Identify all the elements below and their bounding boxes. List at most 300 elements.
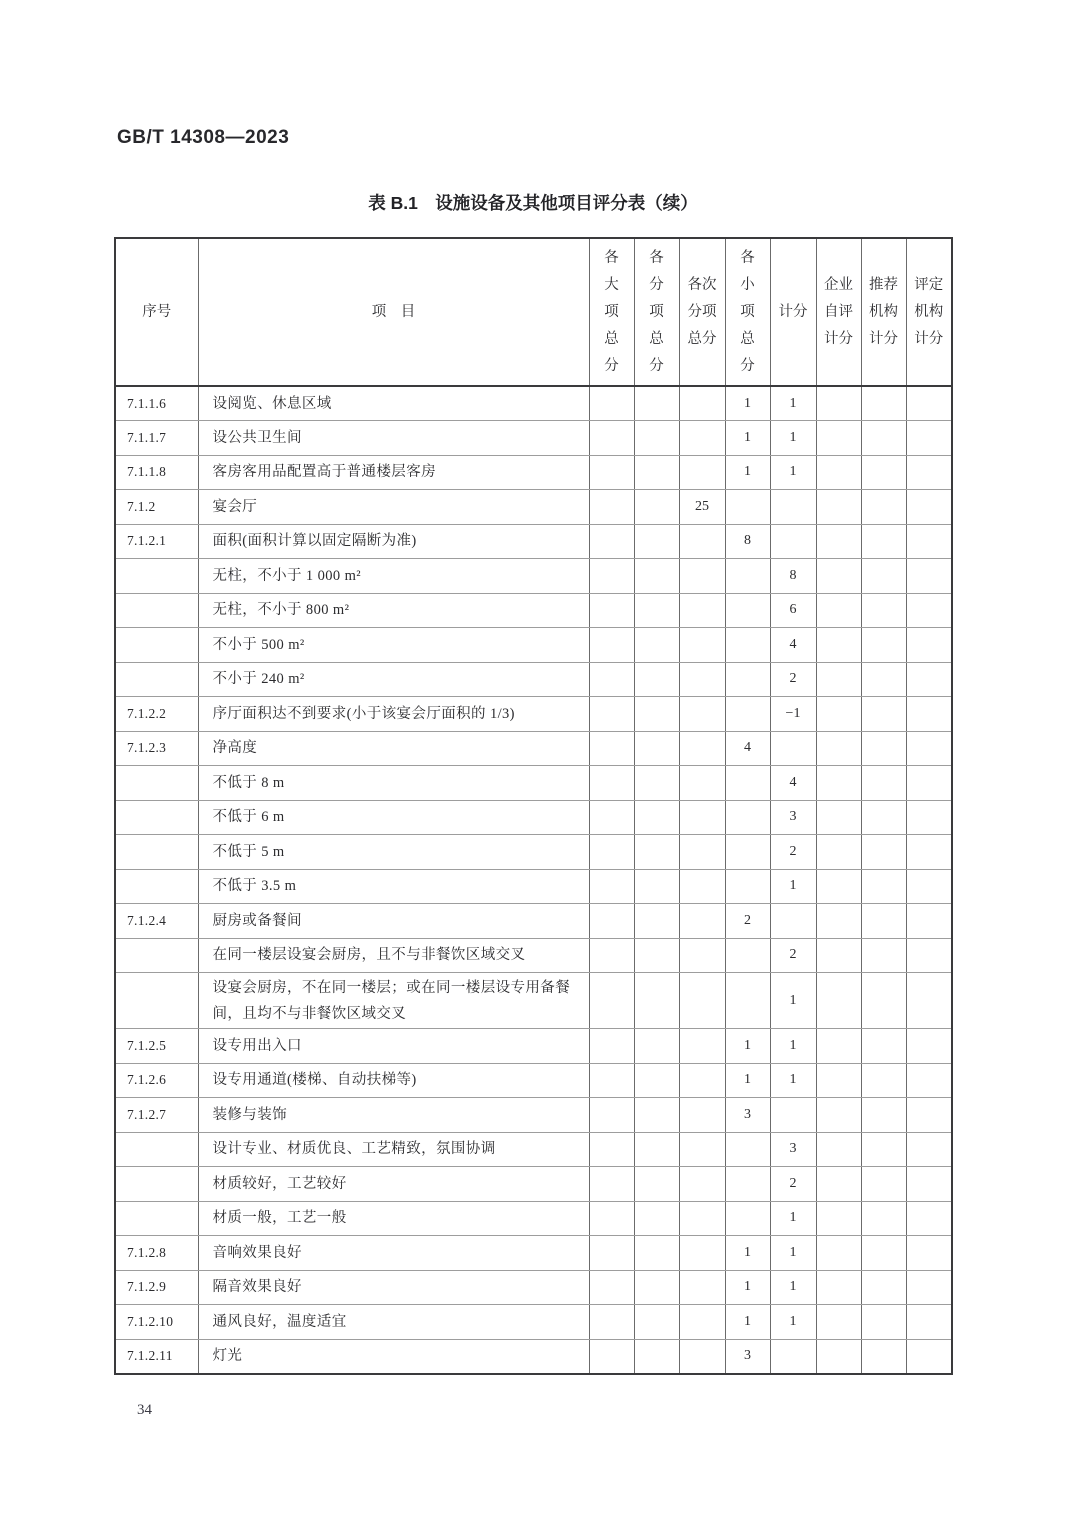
cell-subsub-total xyxy=(679,559,725,594)
cell-recommend-score xyxy=(861,1132,906,1167)
cell-number xyxy=(115,938,198,973)
cell-score: 2 xyxy=(770,938,816,973)
cell-number: 7.1.2.7 xyxy=(115,1098,198,1133)
cell-sub-total xyxy=(634,731,679,766)
col-header-number: 序号 xyxy=(115,238,198,386)
cell-number xyxy=(115,1132,198,1167)
table-row xyxy=(115,1132,952,1167)
cell-item: 不低于 3.5 m xyxy=(198,869,589,904)
cell-major-total xyxy=(589,1270,634,1305)
cell-sub-total xyxy=(634,628,679,663)
cell-number xyxy=(115,593,198,628)
cell-assess-score xyxy=(906,800,952,835)
cell-major-total xyxy=(589,731,634,766)
cell-assess-score xyxy=(906,421,952,456)
cell-item: 材质一般，工艺一般 xyxy=(198,1201,589,1236)
cell-item: 通风良好，温度适宜 xyxy=(198,1305,589,1340)
cell-small-total xyxy=(725,973,770,1029)
cell-small-total xyxy=(725,593,770,628)
cell-recommend-score xyxy=(861,662,906,697)
cell-self-score xyxy=(816,524,861,559)
cell-score xyxy=(770,1339,816,1374)
cell-major-total xyxy=(589,697,634,732)
cell-item: 客房客用品配置高于普通楼层客房 xyxy=(198,455,589,490)
cell-recommend-score xyxy=(861,766,906,801)
cell-self-score xyxy=(816,1098,861,1133)
cell-subsub-total xyxy=(679,904,725,939)
cell-item: 材质较好，工艺较好 xyxy=(198,1167,589,1202)
cell-subsub-total xyxy=(679,697,725,732)
table-row xyxy=(115,869,952,904)
cell-recommend-score xyxy=(861,1063,906,1098)
cell-sub-total xyxy=(634,766,679,801)
cell-score: 1 xyxy=(770,1029,816,1064)
table-row xyxy=(115,1236,952,1271)
cell-recommend-score xyxy=(861,1270,906,1305)
cell-sub-total xyxy=(634,490,679,525)
cell-self-score xyxy=(816,1339,861,1374)
cell-major-total xyxy=(589,455,634,490)
cell-subsub-total xyxy=(679,1098,725,1133)
cell-score: 2 xyxy=(770,662,816,697)
cell-recommend-score xyxy=(861,869,906,904)
cell-major-total xyxy=(589,835,634,870)
col-header-sub-total: 各 分 项 总 分 xyxy=(634,238,679,386)
cell-subsub-total xyxy=(679,1167,725,1202)
cell-sub-total xyxy=(634,455,679,490)
col-header-recommend-score: 推荐 机构 计分 xyxy=(861,238,906,386)
cell-subsub-total xyxy=(679,1305,725,1340)
cell-small-total: 1 xyxy=(725,1063,770,1098)
table-row xyxy=(115,1167,952,1202)
cell-score: 8 xyxy=(770,559,816,594)
cell-sub-total xyxy=(634,1132,679,1167)
cell-self-score xyxy=(816,1063,861,1098)
cell-self-score xyxy=(816,1029,861,1064)
cell-recommend-score xyxy=(861,938,906,973)
table-row xyxy=(115,1098,952,1133)
cell-major-total xyxy=(589,490,634,525)
cell-self-score xyxy=(816,766,861,801)
cell-small-total: 1 xyxy=(725,1029,770,1064)
cell-small-total xyxy=(725,766,770,801)
cell-item: 不低于 6 m xyxy=(198,800,589,835)
table-row xyxy=(115,973,952,1029)
cell-sub-total xyxy=(634,938,679,973)
table-row xyxy=(115,628,952,663)
cell-assess-score xyxy=(906,490,952,525)
cell-number: 7.1.2.2 xyxy=(115,697,198,732)
cell-small-total: 4 xyxy=(725,731,770,766)
table-row xyxy=(115,1270,952,1305)
cell-small-total xyxy=(725,835,770,870)
cell-small-total xyxy=(725,559,770,594)
table-row xyxy=(115,490,952,525)
cell-self-score xyxy=(816,904,861,939)
cell-score: 1 xyxy=(770,1236,816,1271)
cell-recommend-score xyxy=(861,559,906,594)
cell-small-total xyxy=(725,938,770,973)
cell-number: 7.1.1.6 xyxy=(115,386,198,421)
cell-major-total xyxy=(589,1236,634,1271)
cell-sub-total xyxy=(634,1063,679,1098)
cell-self-score xyxy=(816,490,861,525)
cell-item: 设专用通道(楼梯、自动扶梯等) xyxy=(198,1063,589,1098)
cell-recommend-score xyxy=(861,421,906,456)
cell-recommend-score xyxy=(861,593,906,628)
table-row xyxy=(115,524,952,559)
cell-subsub-total xyxy=(679,628,725,663)
cell-self-score xyxy=(816,1270,861,1305)
cell-item: 在同一楼层设宴会厨房，且不与非餐饮区域交叉 xyxy=(198,938,589,973)
cell-assess-score xyxy=(906,559,952,594)
cell-self-score xyxy=(816,593,861,628)
cell-score xyxy=(770,524,816,559)
cell-number: 7.1.2.10 xyxy=(115,1305,198,1340)
cell-major-total xyxy=(589,938,634,973)
cell-number xyxy=(115,800,198,835)
cell-item: 厨房或备餐间 xyxy=(198,904,589,939)
cell-sub-total xyxy=(634,386,679,421)
cell-sub-total xyxy=(634,1236,679,1271)
table-row xyxy=(115,1201,952,1236)
cell-subsub-total xyxy=(679,593,725,628)
cell-small-total: 1 xyxy=(725,1236,770,1271)
cell-major-total xyxy=(589,1132,634,1167)
cell-self-score xyxy=(816,628,861,663)
standard-code: GB/T 14308—2023 xyxy=(117,127,290,148)
cell-score: 1 xyxy=(770,386,816,421)
cell-recommend-score xyxy=(861,1029,906,1064)
cell-self-score xyxy=(816,386,861,421)
cell-major-total xyxy=(589,1098,634,1133)
table-row xyxy=(115,421,952,456)
cell-sub-total xyxy=(634,559,679,594)
cell-subsub-total xyxy=(679,455,725,490)
cell-assess-score xyxy=(906,1305,952,1340)
cell-self-score xyxy=(816,938,861,973)
cell-number xyxy=(115,662,198,697)
cell-self-score xyxy=(816,973,861,1029)
cell-score xyxy=(770,731,816,766)
cell-self-score xyxy=(816,800,861,835)
cell-recommend-score xyxy=(861,1236,906,1271)
table-row xyxy=(115,455,952,490)
cell-self-score xyxy=(816,697,861,732)
cell-self-score xyxy=(816,662,861,697)
cell-assess-score xyxy=(906,938,952,973)
cell-number: 7.1.2.8 xyxy=(115,1236,198,1271)
cell-small-total: 1 xyxy=(725,455,770,490)
table-row xyxy=(115,386,952,421)
cell-item: 隔音效果良好 xyxy=(198,1270,589,1305)
cell-subsub-total xyxy=(679,731,725,766)
header-row xyxy=(115,238,952,386)
col-header-major-total: 各 大 项 总 分 xyxy=(589,238,634,386)
cell-item: 面积(面积计算以固定隔断为准) xyxy=(198,524,589,559)
cell-number: 7.1.1.7 xyxy=(115,421,198,456)
cell-recommend-score xyxy=(861,973,906,1029)
cell-recommend-score xyxy=(861,1305,906,1340)
cell-number: 7.1.2.5 xyxy=(115,1029,198,1064)
cell-self-score xyxy=(816,559,861,594)
cell-small-total: 2 xyxy=(725,904,770,939)
cell-assess-score xyxy=(906,1063,952,1098)
cell-recommend-score xyxy=(861,1098,906,1133)
cell-number xyxy=(115,869,198,904)
cell-major-total xyxy=(589,1167,634,1202)
cell-score: −1 xyxy=(770,697,816,732)
cell-major-total xyxy=(589,904,634,939)
cell-self-score xyxy=(816,835,861,870)
cell-item: 设宴会厨房，不在同一楼层；或在同一楼层设专用备餐间，且均不与非餐饮区域交叉 xyxy=(198,973,589,1029)
cell-subsub-total xyxy=(679,1201,725,1236)
cell-small-total: 1 xyxy=(725,1270,770,1305)
cell-subsub-total xyxy=(679,421,725,456)
cell-major-total xyxy=(589,973,634,1029)
col-header-item: 项 目 xyxy=(198,238,589,386)
cell-recommend-score xyxy=(861,1167,906,1202)
cell-assess-score xyxy=(906,1029,952,1064)
cell-subsub-total xyxy=(679,766,725,801)
cell-major-total xyxy=(589,1029,634,1064)
cell-score: 4 xyxy=(770,628,816,663)
cell-small-total xyxy=(725,490,770,525)
cell-score xyxy=(770,1098,816,1133)
cell-self-score xyxy=(816,455,861,490)
cell-small-total xyxy=(725,628,770,663)
cell-major-total xyxy=(589,593,634,628)
cell-score: 1 xyxy=(770,1305,816,1340)
cell-number xyxy=(115,835,198,870)
table-title: 表 B.1 设施设备及其他项目评分表（续） xyxy=(368,193,698,213)
cell-number xyxy=(115,628,198,663)
cell-assess-score xyxy=(906,1201,952,1236)
cell-small-total: 8 xyxy=(725,524,770,559)
cell-item: 序厅面积达不到要求(小于该宴会厅面积的 1/3) xyxy=(198,697,589,732)
cell-subsub-total xyxy=(679,386,725,421)
cell-major-total xyxy=(589,800,634,835)
cell-assess-score xyxy=(906,904,952,939)
page-number: 34 xyxy=(137,1402,152,1418)
col-header-score: 计分 xyxy=(770,238,816,386)
cell-item: 设阅览、休息区域 xyxy=(198,386,589,421)
cell-item: 设公共卫生间 xyxy=(198,421,589,456)
cell-assess-score xyxy=(906,731,952,766)
cell-recommend-score xyxy=(861,904,906,939)
cell-sub-total xyxy=(634,1167,679,1202)
table-row xyxy=(115,731,952,766)
table-row xyxy=(115,904,952,939)
cell-assess-score xyxy=(906,628,952,663)
cell-small-total xyxy=(725,1167,770,1202)
cell-assess-score xyxy=(906,835,952,870)
cell-number: 7.1.2.3 xyxy=(115,731,198,766)
cell-score: 3 xyxy=(770,1132,816,1167)
cell-assess-score xyxy=(906,1270,952,1305)
cell-sub-total xyxy=(634,1201,679,1236)
cell-sub-total xyxy=(634,697,679,732)
cell-number: 7.1.2.6 xyxy=(115,1063,198,1098)
cell-number xyxy=(115,1167,198,1202)
cell-major-total xyxy=(589,1201,634,1236)
cell-sub-total xyxy=(634,1270,679,1305)
cell-small-total xyxy=(725,1132,770,1167)
cell-assess-score xyxy=(906,1339,952,1374)
cell-assess-score xyxy=(906,1132,952,1167)
cell-sub-total xyxy=(634,1339,679,1374)
cell-small-total xyxy=(725,697,770,732)
table-body xyxy=(115,386,952,1374)
cell-subsub-total xyxy=(679,1063,725,1098)
table-row xyxy=(115,1063,952,1098)
cell-small-total: 1 xyxy=(725,1305,770,1340)
cell-number xyxy=(115,559,198,594)
cell-self-score xyxy=(816,869,861,904)
cell-subsub-total xyxy=(679,973,725,1029)
table-row xyxy=(115,559,952,594)
cell-item: 灯光 xyxy=(198,1339,589,1374)
cell-item: 设专用出入口 xyxy=(198,1029,589,1064)
cell-recommend-score xyxy=(861,731,906,766)
cell-small-total: 3 xyxy=(725,1098,770,1133)
score-table xyxy=(114,237,953,1375)
cell-assess-score xyxy=(906,662,952,697)
cell-self-score xyxy=(816,1201,861,1236)
cell-subsub-total xyxy=(679,1339,725,1374)
cell-small-total: 3 xyxy=(725,1339,770,1374)
cell-major-total xyxy=(589,628,634,663)
cell-major-total xyxy=(589,869,634,904)
cell-major-total xyxy=(589,1339,634,1374)
cell-assess-score xyxy=(906,524,952,559)
cell-score: 1 xyxy=(770,1063,816,1098)
cell-item: 音响效果良好 xyxy=(198,1236,589,1271)
cell-item: 不低于 5 m xyxy=(198,835,589,870)
cell-sub-total xyxy=(634,1098,679,1133)
cell-assess-score xyxy=(906,1098,952,1133)
table-row xyxy=(115,697,952,732)
table-row xyxy=(115,662,952,697)
cell-recommend-score xyxy=(861,628,906,663)
cell-self-score xyxy=(816,1305,861,1340)
cell-subsub-total xyxy=(679,835,725,870)
col-header-self-score: 企业 自评 计分 xyxy=(816,238,861,386)
table-row xyxy=(115,800,952,835)
cell-sub-total xyxy=(634,835,679,870)
cell-recommend-score xyxy=(861,1339,906,1374)
cell-item: 装修与装饰 xyxy=(198,1098,589,1133)
cell-item: 无柱，不小于 800 m² xyxy=(198,593,589,628)
cell-subsub-total xyxy=(679,869,725,904)
cell-item: 设计专业、材质优良、工艺精致，氛围协调 xyxy=(198,1132,589,1167)
cell-subsub-total xyxy=(679,662,725,697)
table-row xyxy=(115,766,952,801)
cell-score xyxy=(770,490,816,525)
cell-score: 2 xyxy=(770,1167,816,1202)
cell-major-total xyxy=(589,1305,634,1340)
cell-recommend-score xyxy=(861,490,906,525)
cell-self-score xyxy=(816,421,861,456)
cell-item: 不小于 500 m² xyxy=(198,628,589,663)
cell-self-score xyxy=(816,1167,861,1202)
table-row xyxy=(115,1339,952,1374)
cell-number xyxy=(115,1201,198,1236)
cell-score: 3 xyxy=(770,800,816,835)
cell-self-score xyxy=(816,731,861,766)
cell-major-total xyxy=(589,662,634,697)
cell-score: 1 xyxy=(770,421,816,456)
cell-self-score xyxy=(816,1236,861,1271)
cell-sub-total xyxy=(634,524,679,559)
cell-sub-total xyxy=(634,421,679,456)
cell-item: 不低于 8 m xyxy=(198,766,589,801)
cell-sub-total xyxy=(634,973,679,1029)
cell-sub-total xyxy=(634,1029,679,1064)
cell-assess-score xyxy=(906,455,952,490)
cell-sub-total xyxy=(634,662,679,697)
cell-recommend-score xyxy=(861,524,906,559)
cell-score: 1 xyxy=(770,1201,816,1236)
cell-assess-score xyxy=(906,869,952,904)
cell-recommend-score xyxy=(861,835,906,870)
cell-item: 宴会厅 xyxy=(198,490,589,525)
cell-subsub-total xyxy=(679,938,725,973)
cell-score: 4 xyxy=(770,766,816,801)
cell-small-total xyxy=(725,1201,770,1236)
cell-sub-total xyxy=(634,869,679,904)
cell-small-total: 1 xyxy=(725,386,770,421)
cell-subsub-total xyxy=(679,1236,725,1271)
cell-sub-total xyxy=(634,800,679,835)
cell-sub-total xyxy=(634,1305,679,1340)
cell-recommend-score xyxy=(861,386,906,421)
table-row xyxy=(115,1029,952,1064)
cell-subsub-total xyxy=(679,1132,725,1167)
cell-subsub-total: 25 xyxy=(679,490,725,525)
cell-major-total xyxy=(589,1063,634,1098)
cell-assess-score xyxy=(906,386,952,421)
cell-major-total xyxy=(589,559,634,594)
cell-score: 1 xyxy=(770,869,816,904)
cell-number: 7.1.2 xyxy=(115,490,198,525)
cell-recommend-score xyxy=(861,455,906,490)
cell-score: 1 xyxy=(770,455,816,490)
cell-subsub-total xyxy=(679,1270,725,1305)
cell-score: 6 xyxy=(770,593,816,628)
table-header xyxy=(115,238,952,386)
cell-subsub-total xyxy=(679,1029,725,1064)
cell-score xyxy=(770,904,816,939)
cell-assess-score xyxy=(906,593,952,628)
cell-score: 1 xyxy=(770,1270,816,1305)
cell-number: 7.1.2.1 xyxy=(115,524,198,559)
cell-sub-total xyxy=(634,904,679,939)
cell-major-total xyxy=(589,386,634,421)
cell-small-total xyxy=(725,800,770,835)
table-row xyxy=(115,835,952,870)
cell-number: 7.1.1.8 xyxy=(115,455,198,490)
table-row xyxy=(115,1305,952,1340)
cell-score: 2 xyxy=(770,835,816,870)
cell-recommend-score xyxy=(861,1201,906,1236)
cell-recommend-score xyxy=(861,800,906,835)
cell-assess-score xyxy=(906,766,952,801)
cell-small-total xyxy=(725,869,770,904)
cell-number xyxy=(115,973,198,1029)
cell-number: 7.1.2.9 xyxy=(115,1270,198,1305)
col-header-subsub-total: 各次 分项 总分 xyxy=(679,238,725,386)
